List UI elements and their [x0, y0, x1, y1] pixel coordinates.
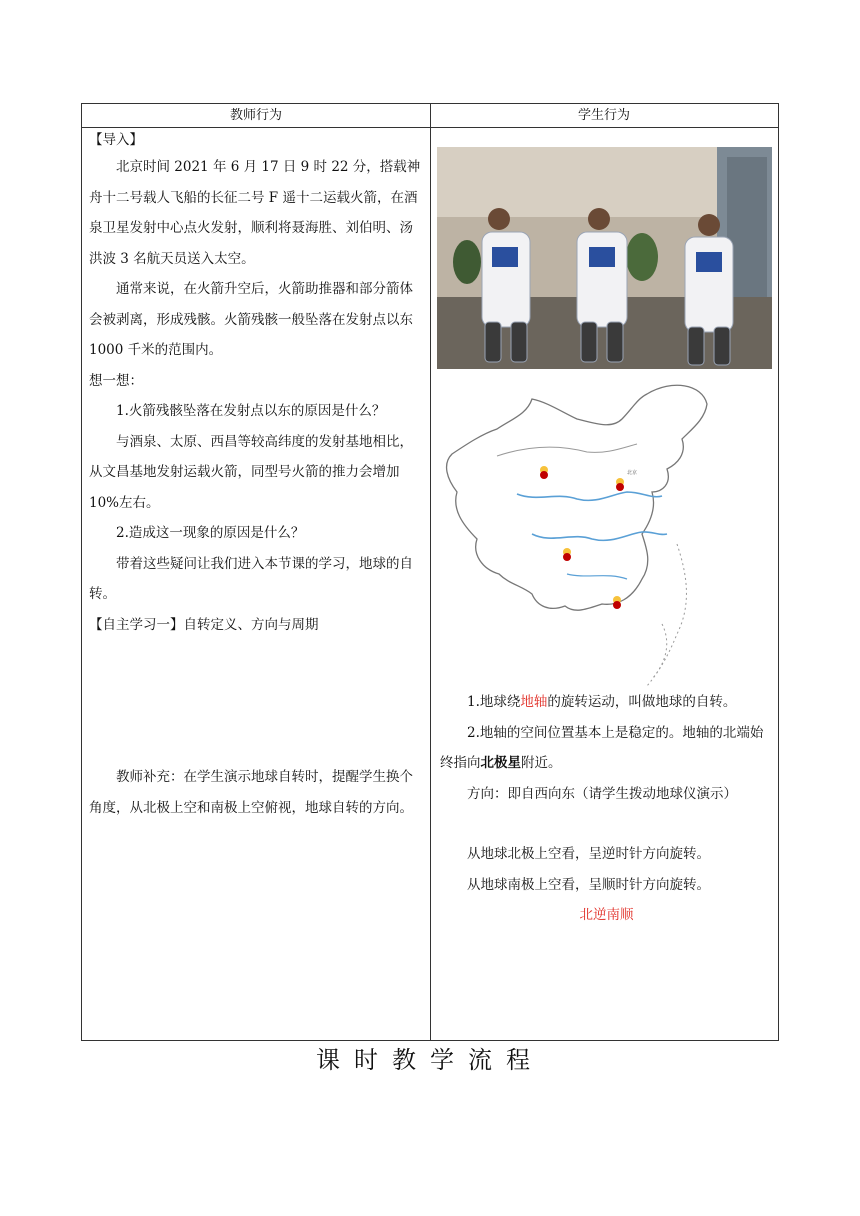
footer-title: 课时教学流程 [316, 1046, 544, 1074]
intro-heading: 【导入】 [89, 132, 143, 148]
def-prefix: 1.地球绕 [467, 694, 521, 710]
north-pole-view: 从地球北极上空看，呈逆时针方向旋转。 [467, 846, 710, 862]
south-pole-view: 从地球南极上空看，呈顺时针方向旋转。 [467, 876, 710, 893]
def-suffix: 的旋转运动，叫做地球的自转。 [547, 694, 737, 710]
astronauts-photo [437, 147, 772, 369]
intro-paragraph-3: 与酒泉、太原、西昌等较高纬度的发射基地相比，从文昌基地发射运载火箭，同型号火箭的推力会增加 10%左右。 [89, 433, 413, 511]
lesson-table [81, 103, 779, 1041]
direction-statement: 方向：即自西向东（请学生拨动地球仪演示） [467, 785, 737, 802]
map-city-label: 北京 [627, 470, 638, 476]
mnemonic: 北逆南顺 [579, 907, 634, 923]
map-illustration [437, 374, 772, 692]
intro-paragraph-1: 北京时间 2021 年 6 月 17 日 9 时 22 分，搭载神舟十二号载人飞船的长征二号 F 遥十二运载火箭，在酒泉卫星发射中心点火发射，顺利将聂海胜、刘伯明、汤洪波 3 名航天员送入太空。 [89, 159, 421, 267]
china-launch-sites-map [437, 374, 772, 692]
column-divider [430, 104, 431, 1040]
rotation-definition [440, 687, 773, 718]
astronauts-illustration [437, 147, 772, 369]
section-heading [89, 610, 425, 641]
section-bracket: 【自主学习一】 [89, 616, 184, 633]
intro-paragraph-4: 带着这些疑问让我们进入本节课的学习，地球的自转。 [89, 555, 413, 602]
section-title: 自转定义、方向与周期 [183, 616, 319, 633]
axis-statement [440, 718, 773, 779]
question-1: 1.火箭残骸坠落在发射点以东的原因是什么？ [116, 403, 386, 419]
earth-axis-term: 地轴 [520, 694, 548, 710]
polaris-term: 北极星 [480, 755, 521, 771]
header-teacher: 教师行为 [82, 104, 430, 128]
intro-paragraph-2: 通常来说，在火箭升空后，火箭助推器和部分箭体会被剥离，形成残骸。火箭残骸一般坠落在发射点以东 1000 千米的范围内。 [89, 281, 413, 358]
header-student: 学生行为 [430, 104, 778, 128]
student-column [440, 687, 773, 931]
teacher-note: 教师补充：在学生演示地球自转时，提醒学生换个角度，从北极上空和南极上空俯视，地球自转的方向。 [89, 769, 413, 816]
teacher-column [89, 128, 425, 823]
think-label: 想一想： [89, 372, 143, 389]
axis-suffix: 附近。 [521, 755, 562, 771]
axis-prefix: 2.地轴的空间位置基本上是稳定的。地轴的北端始终指向 [440, 724, 764, 771]
question-2: 2.造成这一现象的原因是什么？ [116, 525, 305, 541]
